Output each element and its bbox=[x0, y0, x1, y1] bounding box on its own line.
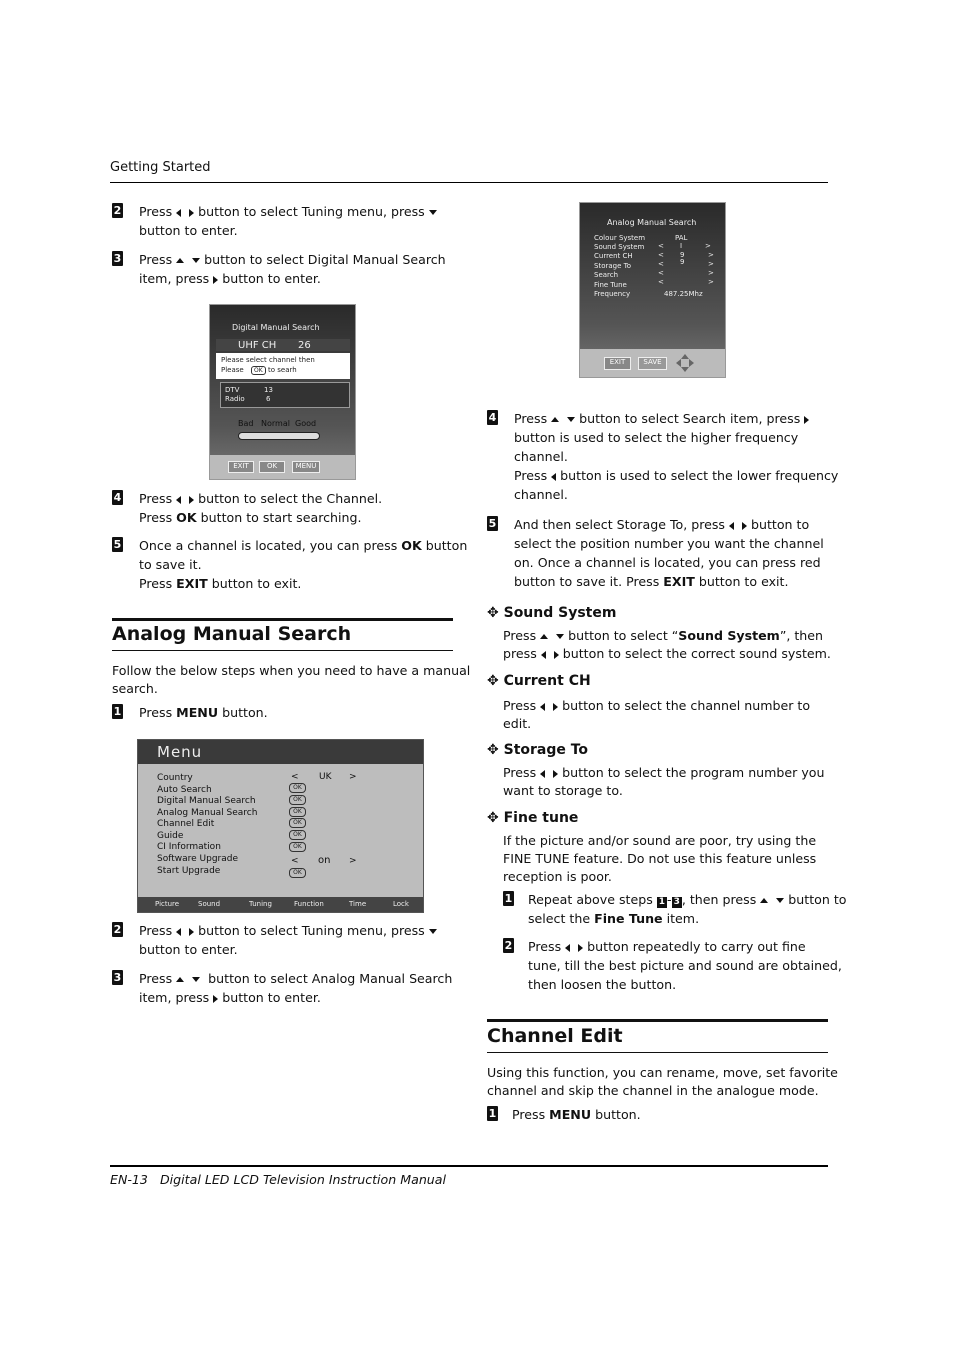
fine-tune-step-2: 2 Press button repeatedly to carry out fine tune, till the best picture and sound are obtained, then loosen the button. bbox=[504, 939, 842, 992]
signal-bar bbox=[238, 432, 320, 440]
down-arrow-icon bbox=[567, 417, 575, 422]
section-title-channel-edit: Channel Edit bbox=[487, 1025, 623, 1047]
subheading-fine-tune: ✥ Fine tune bbox=[487, 810, 579, 826]
step-2-tuning-b: 2 Press button to select Tuning menu, press button to enter. bbox=[112, 921, 441, 959]
down-arrow-icon bbox=[192, 258, 200, 263]
step-3-digital: 3 Press button to select Digital Manual Search item, press button to enter. bbox=[113, 252, 446, 286]
analog-manual-search-screen: Analog Manual Search Colour System Sound System Current CH Storage To Search Fine Tune Frequency PAL I 9 9 487.25Mhz < < < < < > > > > > EXIT SAVE bbox=[579, 202, 726, 378]
step-5-save: 5 Once a channel is located, you can press OK button to save it. Press EXIT button to exit. bbox=[113, 538, 468, 591]
left-arrow-icon bbox=[176, 496, 181, 504]
dpad-icon bbox=[674, 352, 696, 374]
subheading-current-ch: ✥ Current CH bbox=[487, 673, 591, 689]
fine-tune-step-1: 1 Repeat above steps 1 - 3 , then press button to select the Fine Tune item. bbox=[504, 892, 847, 926]
left-arrow-icon bbox=[540, 770, 545, 778]
ams-intro: Follow the below steps when you need to have a manual search. bbox=[112, 663, 471, 696]
right-arrow-icon bbox=[804, 416, 809, 424]
up-arrow-icon bbox=[176, 258, 184, 263]
page-number: EN-13 bbox=[110, 1172, 148, 1187]
down-arrow-icon bbox=[429, 929, 437, 934]
step-4-search: 4 Press button to select Search item, press button is used to select the higher frequency channel. Press button is used to select the lower frequency channel. bbox=[488, 411, 839, 502]
left-arrow-icon bbox=[729, 522, 734, 530]
right-arrow-icon bbox=[189, 928, 194, 936]
left-arrow-icon bbox=[540, 703, 545, 711]
subheading-sound-system: ✥ Sound System bbox=[487, 605, 617, 621]
exit-button: EXIT bbox=[604, 357, 631, 370]
up-arrow-icon bbox=[540, 634, 548, 639]
current-ch-text: Press button to select the channel number to edit. bbox=[503, 698, 811, 731]
right-arrow-icon bbox=[578, 944, 583, 952]
running-header: Getting Started bbox=[110, 160, 211, 175]
step-1-menu: 1 Press MENU button. bbox=[113, 705, 268, 720]
screen-title: Digital Manual Search bbox=[232, 323, 320, 332]
diamond-bullet-icon: ✥ bbox=[487, 810, 504, 826]
storage-to-text: Press button to select the program number you want to storage to. bbox=[503, 765, 825, 798]
diamond-bullet-icon: ✥ bbox=[487, 742, 504, 758]
step-3-analog: 3 Press button to select Analog Manual Search item, press button to enter. bbox=[113, 971, 453, 1005]
save-button: SAVE bbox=[638, 357, 667, 370]
menu-button: MENU bbox=[292, 461, 320, 473]
step-2-tuning: 2 Press button to select Tuning menu, press button to enter. bbox=[112, 202, 441, 240]
step-4-channel: 4 Press button to select the Channel. Press OK button to start searching. bbox=[113, 491, 383, 525]
footer-rule bbox=[110, 1165, 828, 1167]
left-arrow-icon bbox=[565, 944, 570, 952]
left-arrow-icon bbox=[541, 651, 546, 659]
right-arrow-icon bbox=[189, 496, 194, 504]
left-arrow-icon bbox=[176, 209, 181, 217]
digital-manual-search-screen: Digital Manual Search UHF CH 26 Please select channel then Please OK to searh DTV 13 Radio 6 Bad Normal Good EXIT OK MENU bbox=[209, 304, 356, 480]
menu-screen: Menu Country Auto Search Digital Manual Search Analog Manual Search Channel Edit Guide CI Information Software Upgrade Start Upgrade < UK > OK OK OK OK OK OK < on > OK Picture Sound Tuning Function Time Lock bbox=[137, 739, 424, 913]
left-arrow-icon bbox=[176, 928, 181, 936]
step-5-storage: 5 And then select Storage To, press button to select the position number you want the channel on. Once a channel is located, you can press red button to save it. Press EXIT button to exit. bbox=[488, 517, 824, 589]
right-arrow-icon bbox=[189, 209, 194, 217]
up-arrow-icon bbox=[176, 977, 184, 982]
right-arrow-icon bbox=[742, 522, 747, 530]
section-title-analog-manual-search: Analog Manual Search bbox=[112, 623, 352, 645]
down-arrow-icon bbox=[192, 977, 200, 982]
channel-edit-intro: Using this function, you can rename, move, set favorite channel and skip the channel in the analogue mode. bbox=[487, 1065, 838, 1098]
menu-title: Menu bbox=[138, 740, 423, 764]
diamond-bullet-icon: ✥ bbox=[487, 673, 504, 689]
header-rule bbox=[110, 182, 828, 183]
down-arrow-icon bbox=[776, 898, 784, 903]
up-arrow-icon bbox=[551, 417, 559, 422]
right-arrow-icon bbox=[554, 651, 559, 659]
manual-title: Digital LED LCD Television Instruction Manual bbox=[159, 1172, 447, 1187]
page-footer bbox=[110, 1172, 446, 1187]
ok-button: OK bbox=[259, 461, 285, 473]
exit-button: EXIT bbox=[228, 461, 254, 473]
channel-edit-step-1: 1 Press MENU button. bbox=[488, 1107, 641, 1122]
sound-system-text: Press button to select “Sound System”, then press button to select the correct sound system. bbox=[503, 628, 831, 661]
up-arrow-icon bbox=[760, 898, 768, 903]
subheading-storage-to: ✥ Storage To bbox=[487, 742, 589, 758]
left-arrow-icon bbox=[551, 473, 556, 481]
right-arrow-icon bbox=[553, 770, 558, 778]
right-arrow-icon bbox=[213, 995, 218, 1003]
right-arrow-icon bbox=[553, 703, 558, 711]
diamond-bullet-icon: ✥ bbox=[487, 605, 504, 621]
down-arrow-icon bbox=[429, 210, 437, 215]
menu-category-bar: Picture Sound Tuning Function Time Lock bbox=[138, 897, 423, 912]
fine-tune-text: If the picture and/or sound are poor, try using the FINE TUNE feature. Do not use this feature unless reception is poor. bbox=[503, 833, 817, 884]
down-arrow-icon bbox=[556, 634, 564, 639]
screen-title: Analog Manual Search bbox=[607, 218, 697, 227]
right-arrow-icon bbox=[213, 276, 218, 284]
